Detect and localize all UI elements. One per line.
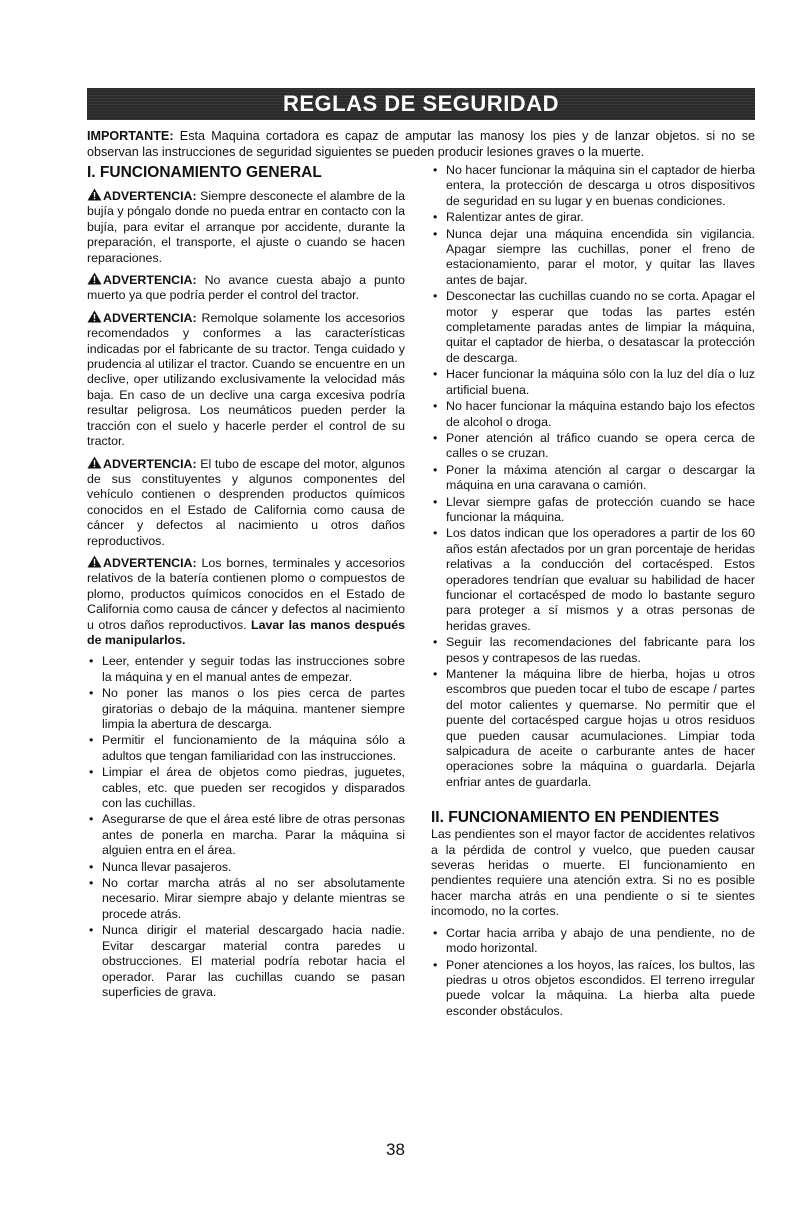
list-item: • Mantener la máquina libre de hierba, hojas u otros escombros que pueden tocar el tubo de escape / partes del motor calientes y quemarse. No permitir que el puente del cortacésped cargue hojas u otros residuos que pueden causar acumulaciones. Limpiar toda salpicadura de aceite o carburante antes de hacer operaciones sobre la máquina o guardarla. Dejarla enfriar antes de guardarla. — [431, 667, 755, 790]
list-item: • Llevar siempre gafas de protección cuando se hace funcionar la máquina. — [431, 495, 755, 526]
warning-text: Remolque solamente los accesorios recomendados y conformes a las características indicadas por el fabricante de su tractor. Tenga cuidado y prudencia al utilizar el tractor. Cuando se encuentre en un declive, oper utilizando exclusivamente la velocidad más baja. En caso de un declive una carga excesiva podría resultar peligrosa. Los neumáticos pueden perder la tracción con el suelo y hacerle perder el control de su tractor. — [87, 310, 405, 449]
section-banner — [87, 88, 755, 120]
list-item: • No hacer funcionar la máquina estando bajo los efectos de alcohol o droga. — [431, 399, 755, 430]
warning-text: Siempre desconecte el alambre de la bujía y póngalo donde no pueda entrar en contacto con la bujía, para evitar el arranque por accidente, durante la preparación, el transporte, el ajuste o cuando se hacen reparaciones. — [87, 189, 405, 265]
warning-bold-text: Lavar las manos después de manipularlos. — [87, 617, 405, 647]
list-item: • Poner la máxima atención al cargar o descargar la máquina en una caravana o camión. — [431, 463, 755, 494]
list-item: • Hacer funcionar la máquina sólo con la luz del día o luz artificial buena. — [431, 367, 755, 398]
list-item: • Seguir las recomendaciones del fabricante para los pesos y contrapesos de las ruedas. — [431, 635, 755, 666]
list-item: • No hacer funcionar la máquina sin el captador de hierba entera, la protección de descarga u otros dispositivos de seguridad en su lugar y en buenas condiciones. — [431, 163, 755, 209]
warning-label: ADVERTENCIA: — [103, 456, 197, 471]
page-number: 38 — [386, 1140, 405, 1159]
section2-heading: II. FUNCIONAMIENTO EN PENDIENTES — [431, 809, 720, 827]
section1-heading: I. FUNCIONAMIENTO GENERAL — [87, 164, 322, 181]
left-column — [87, 163, 405, 1001]
warning-triangle-icon — [87, 555, 102, 568]
warning-text: Los bornes, terminales y accesorios relativos de la batería contienen plomo o compuestos de plomo, productos químicos conocidos en el Estado de California como causa de cáncer y defectos al nacimiento u otros daños reproductivos. — [87, 555, 405, 632]
list-item: • Nunca dejar una máquina encendida sin vigilancia. Apagar siempre las cuchillas, poner el freno de estacionamiento, parar el motor, y quitar las llaves antes de bajar. — [431, 227, 755, 289]
list-item: • Desconectar las cuchillas cuando no se corta. Apagar el motor y esperar que todas las partes estén completamente paradas antes de limpiar la máquina, quitar el captador de hierba, o desatascar la protección de descarga. — [431, 289, 755, 366]
list-item: • Nunca llevar pasajeros. — [87, 860, 405, 875]
banner-title: REGLAS DE SEGURIDAD — [283, 91, 559, 116]
list-item: • Leer, entender y seguir todas las instrucciones sobre la máquina y en el manual antes de empezar. — [87, 654, 405, 685]
warning-triangle-icon — [87, 456, 102, 469]
slope-list — [431, 926, 755, 1019]
list-item: • Nunca dirigir el material descargado hacia nadie. Evitar descargar material contra paredes u obstrucciones. El material podría rebotar hacia el operador. Parar las cuchillas cuando se pasan superficies de grava. — [87, 923, 405, 1000]
warning-label: ADVERTENCIA: — [103, 189, 197, 203]
intro-text: Esta Maquina cortadora es capaz de amputar las manosy los pies y de lanzar objetos. si no se observan las instrucciones de seguridad siguientes se pueden producir lesiones graves o la muerte. — [87, 129, 755, 159]
warning-paragraph — [87, 456, 405, 549]
warning-label: ADVERTENCIA: — [103, 273, 197, 288]
right-column — [431, 163, 755, 1020]
intro-label: IMPORTANTE: — [87, 129, 174, 143]
list-item: • Poner atenciones a los hoyos, las raíces, los bultos, las piedras u otros objetos escondidos. El terreno irregular puede volcar la máquina. La hierba alta puede esconder obstáculos. — [431, 958, 755, 1020]
list-item: • No cortar marcha atrás al no ser absolutamente necesario. Mirar siempre abajo y delante mientras se procede atrás. — [87, 876, 405, 922]
warning-text: El tubo de escape del motor, algunos de sus constituyentes y algunos componentes del vehículo contienen o desprenden productos químicos conocidos en el Estado de California como causa de cáncer y defectos al nacimiento u otros daños reproductivos. — [87, 456, 405, 548]
warning-paragraph — [87, 310, 405, 450]
list-item: • Limpiar el área de objetos como piedras, juguetes, cables, etc. que pueden ser recogidos y disparados con las cuchillas. — [87, 765, 405, 811]
warning-label: ADVERTENCIA: — [103, 310, 197, 325]
list-item: • Ralentizar antes de girar. — [431, 210, 755, 225]
list-item: • Cortar hacia arriba y abajo de una pendiente, no de modo horizontal. — [431, 926, 755, 957]
warning-label: ADVERTENCIA: — [103, 555, 197, 570]
list-item: • No poner las manos o los pies cerca de partes giratorias o debajo de la máquina. mantener siempre limpia la abertura de descarga. — [87, 686, 405, 732]
warning-paragraph — [87, 555, 405, 648]
warning-triangle-icon — [87, 310, 102, 323]
list-item: • Permitir el funcionamiento de la máquina sólo a adultos que tengan familiaridad con las instrucciones. — [87, 733, 405, 764]
intro-paragraph — [87, 128, 755, 160]
list-item: • Poner atención al tráfico cuando se opera cerca de calles o se cruzan. — [431, 431, 755, 462]
safety-list-right — [431, 163, 755, 790]
warning-text: No avance cuesta abajo a punto muerto ya que podría perder el control del tractor. — [87, 273, 405, 303]
warning-paragraph — [87, 188, 405, 266]
list-item: • Asegurarse de que el área esté libre de otras personas antes de ponerla en marcha. Parar la máquina si alguien entra en el área. — [87, 812, 405, 858]
section2-paragraph: Las pendientes son el mayor factor de accidentes relativos a la pérdida de control y vuelco, que pueden causar severas heridas o muerte. El funcionamiento en pendientes requiere una atención extra. Si no es posible hacer marcha atrás en una pendiente o si te sientes incomodo, no la cortes. — [431, 827, 755, 919]
warning-paragraph — [87, 272, 405, 304]
list-item: • Los datos indican que los operadores a partir de los 60 años están afectados por un gran porcentaje de heridas relativas a la conducción del cortacésped. Estos operadores tendrían que evaluar su habilidad de hacer funcionar el cortacésped de modo lo bastante seguro para proteger a sí mismos y a otras personas de heridas graves. — [431, 526, 755, 634]
warning-triangle-icon — [87, 272, 102, 285]
warning-triangle-icon — [87, 188, 102, 201]
safety-list-left — [87, 654, 405, 1000]
